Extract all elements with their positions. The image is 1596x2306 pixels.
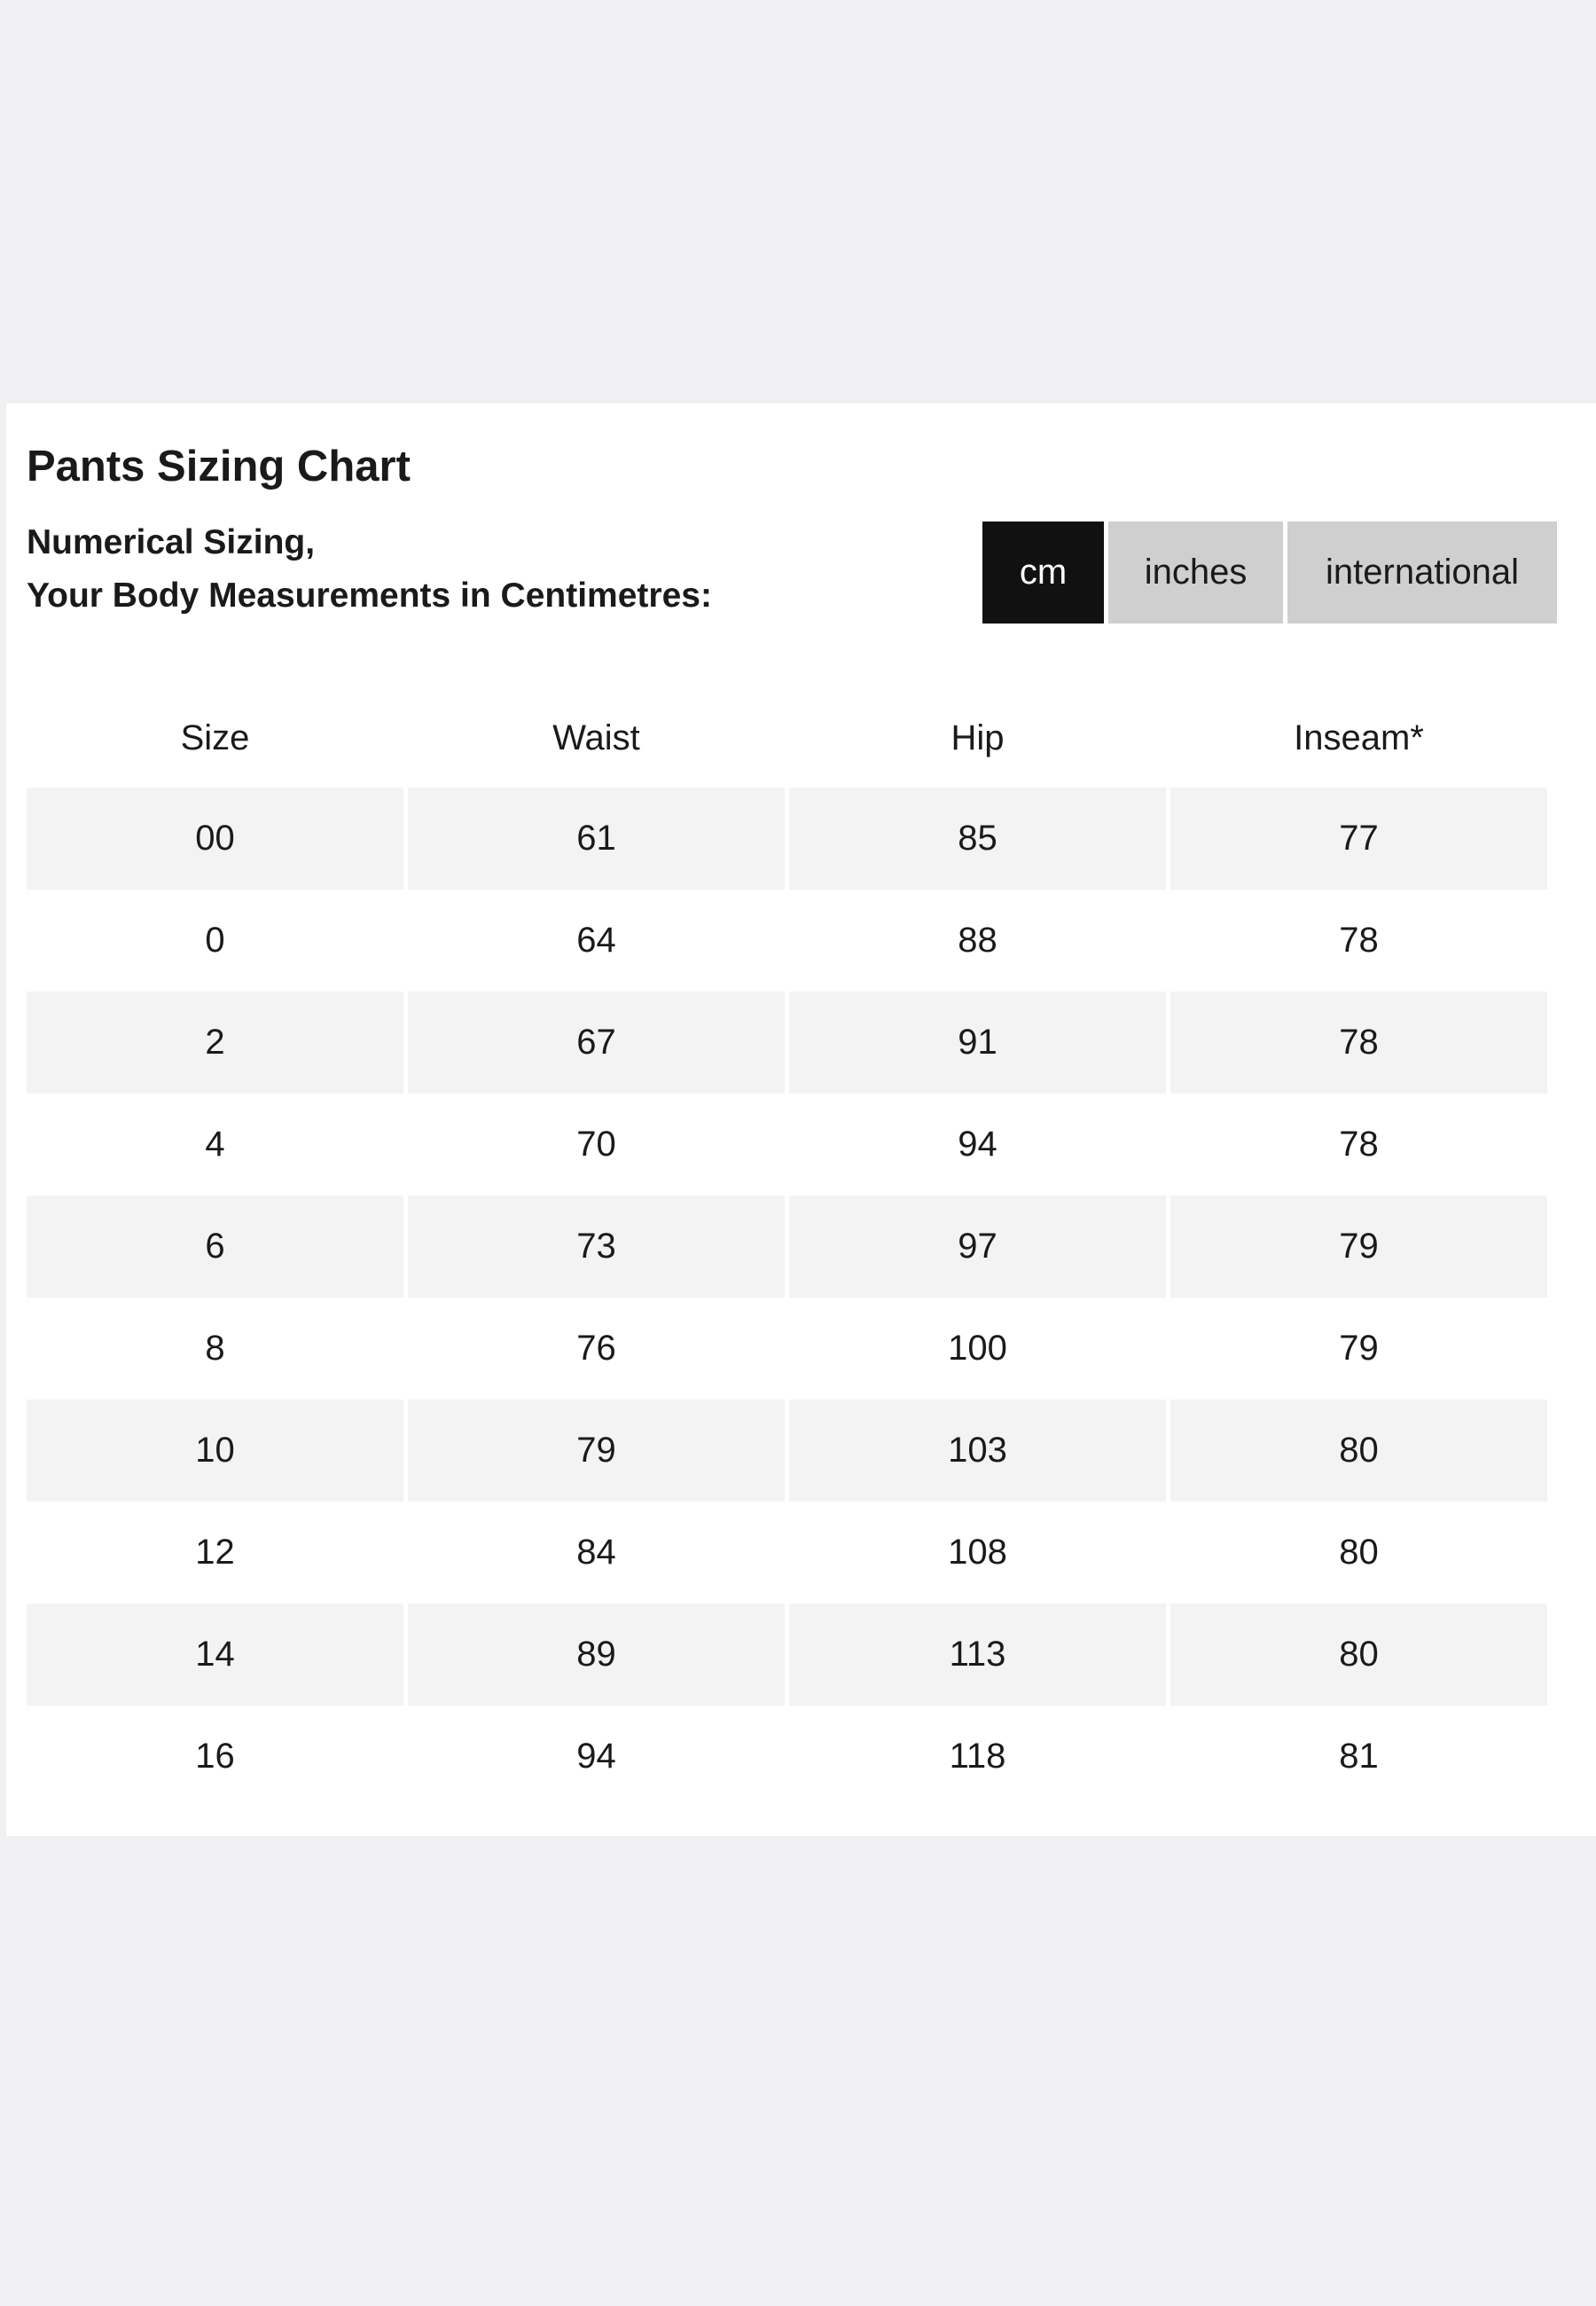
cell-size: 8 (205, 1329, 225, 1368)
cell-size: 12 (195, 1533, 235, 1572)
cell-hip: 100 (948, 1329, 1007, 1368)
header-hip: Hip (951, 718, 1005, 757)
cell-hip: 94 (958, 1125, 998, 1164)
subtitle-line-1: Numerical Sizing, (27, 523, 316, 561)
sizing-chart-panel (6, 404, 1596, 1836)
cell-inseam: 78 (1339, 921, 1379, 960)
size-table (22, 689, 1552, 1808)
cell-hip: 91 (789, 992, 1166, 1094)
cell-waist: 64 (576, 921, 616, 960)
table-row (27, 1604, 1547, 1706)
cell-waist: 94 (576, 1737, 616, 1776)
cell-waist: 79 (408, 1400, 785, 1502)
subtitle-line-2: Your Body Measurements in Centimetres: (27, 576, 712, 615)
cell-inseam: 77 (1170, 788, 1547, 890)
unit-toggle (982, 522, 1557, 624)
cell-waist: 61 (408, 788, 785, 890)
table-row (27, 1706, 1547, 1808)
cell-inseam: 78 (1339, 1125, 1379, 1164)
table-row (27, 1400, 1547, 1502)
table-header-row (27, 689, 1547, 788)
table-row (27, 890, 1547, 992)
unit-international-button[interactable]: international (1287, 522, 1557, 624)
cell-waist: 67 (408, 992, 785, 1094)
table-row (27, 1094, 1547, 1196)
cell-inseam: 79 (1339, 1329, 1379, 1368)
cell-size: 4 (205, 1125, 225, 1164)
cell-size: 2 (27, 992, 403, 1094)
cell-hip: 108 (948, 1533, 1007, 1572)
cell-size: 14 (27, 1604, 403, 1706)
cell-hip: 97 (789, 1196, 1166, 1298)
cell-inseam: 79 (1170, 1196, 1547, 1298)
cell-waist: 73 (408, 1196, 785, 1298)
header-waist: Waist (552, 718, 640, 757)
cell-size: 0 (205, 921, 225, 960)
table-row (27, 1196, 1547, 1298)
table-row (27, 788, 1547, 890)
table-row (27, 992, 1547, 1094)
cell-hip: 85 (789, 788, 1166, 890)
cell-waist: 89 (408, 1604, 785, 1706)
cell-hip: 113 (789, 1604, 1166, 1706)
chart-subtitle (27, 516, 712, 623)
cell-hip: 118 (949, 1737, 1006, 1776)
table-row (27, 1298, 1547, 1400)
table-row (27, 1502, 1547, 1604)
cell-inseam: 80 (1170, 1604, 1547, 1706)
page-title: Pants Sizing Chart (27, 443, 411, 490)
cell-size: 16 (195, 1737, 235, 1776)
cell-waist: 70 (576, 1125, 616, 1164)
cell-size: 6 (27, 1196, 403, 1298)
unit-cm-button[interactable]: cm (982, 522, 1104, 624)
header-size: Size (180, 718, 250, 757)
cell-hip: 103 (789, 1400, 1166, 1502)
cell-inseam: 81 (1339, 1737, 1379, 1776)
cell-inseam: 80 (1339, 1533, 1379, 1572)
header-inseam: Inseam* (1294, 718, 1424, 757)
cell-inseam: 78 (1170, 992, 1547, 1094)
unit-inches-button[interactable]: inches (1108, 522, 1283, 624)
cell-inseam: 80 (1170, 1400, 1547, 1502)
cell-waist: 76 (576, 1329, 616, 1368)
cell-hip: 88 (958, 921, 998, 960)
cell-size: 00 (27, 788, 403, 890)
cell-waist: 84 (576, 1533, 616, 1572)
cell-size: 10 (27, 1400, 403, 1502)
